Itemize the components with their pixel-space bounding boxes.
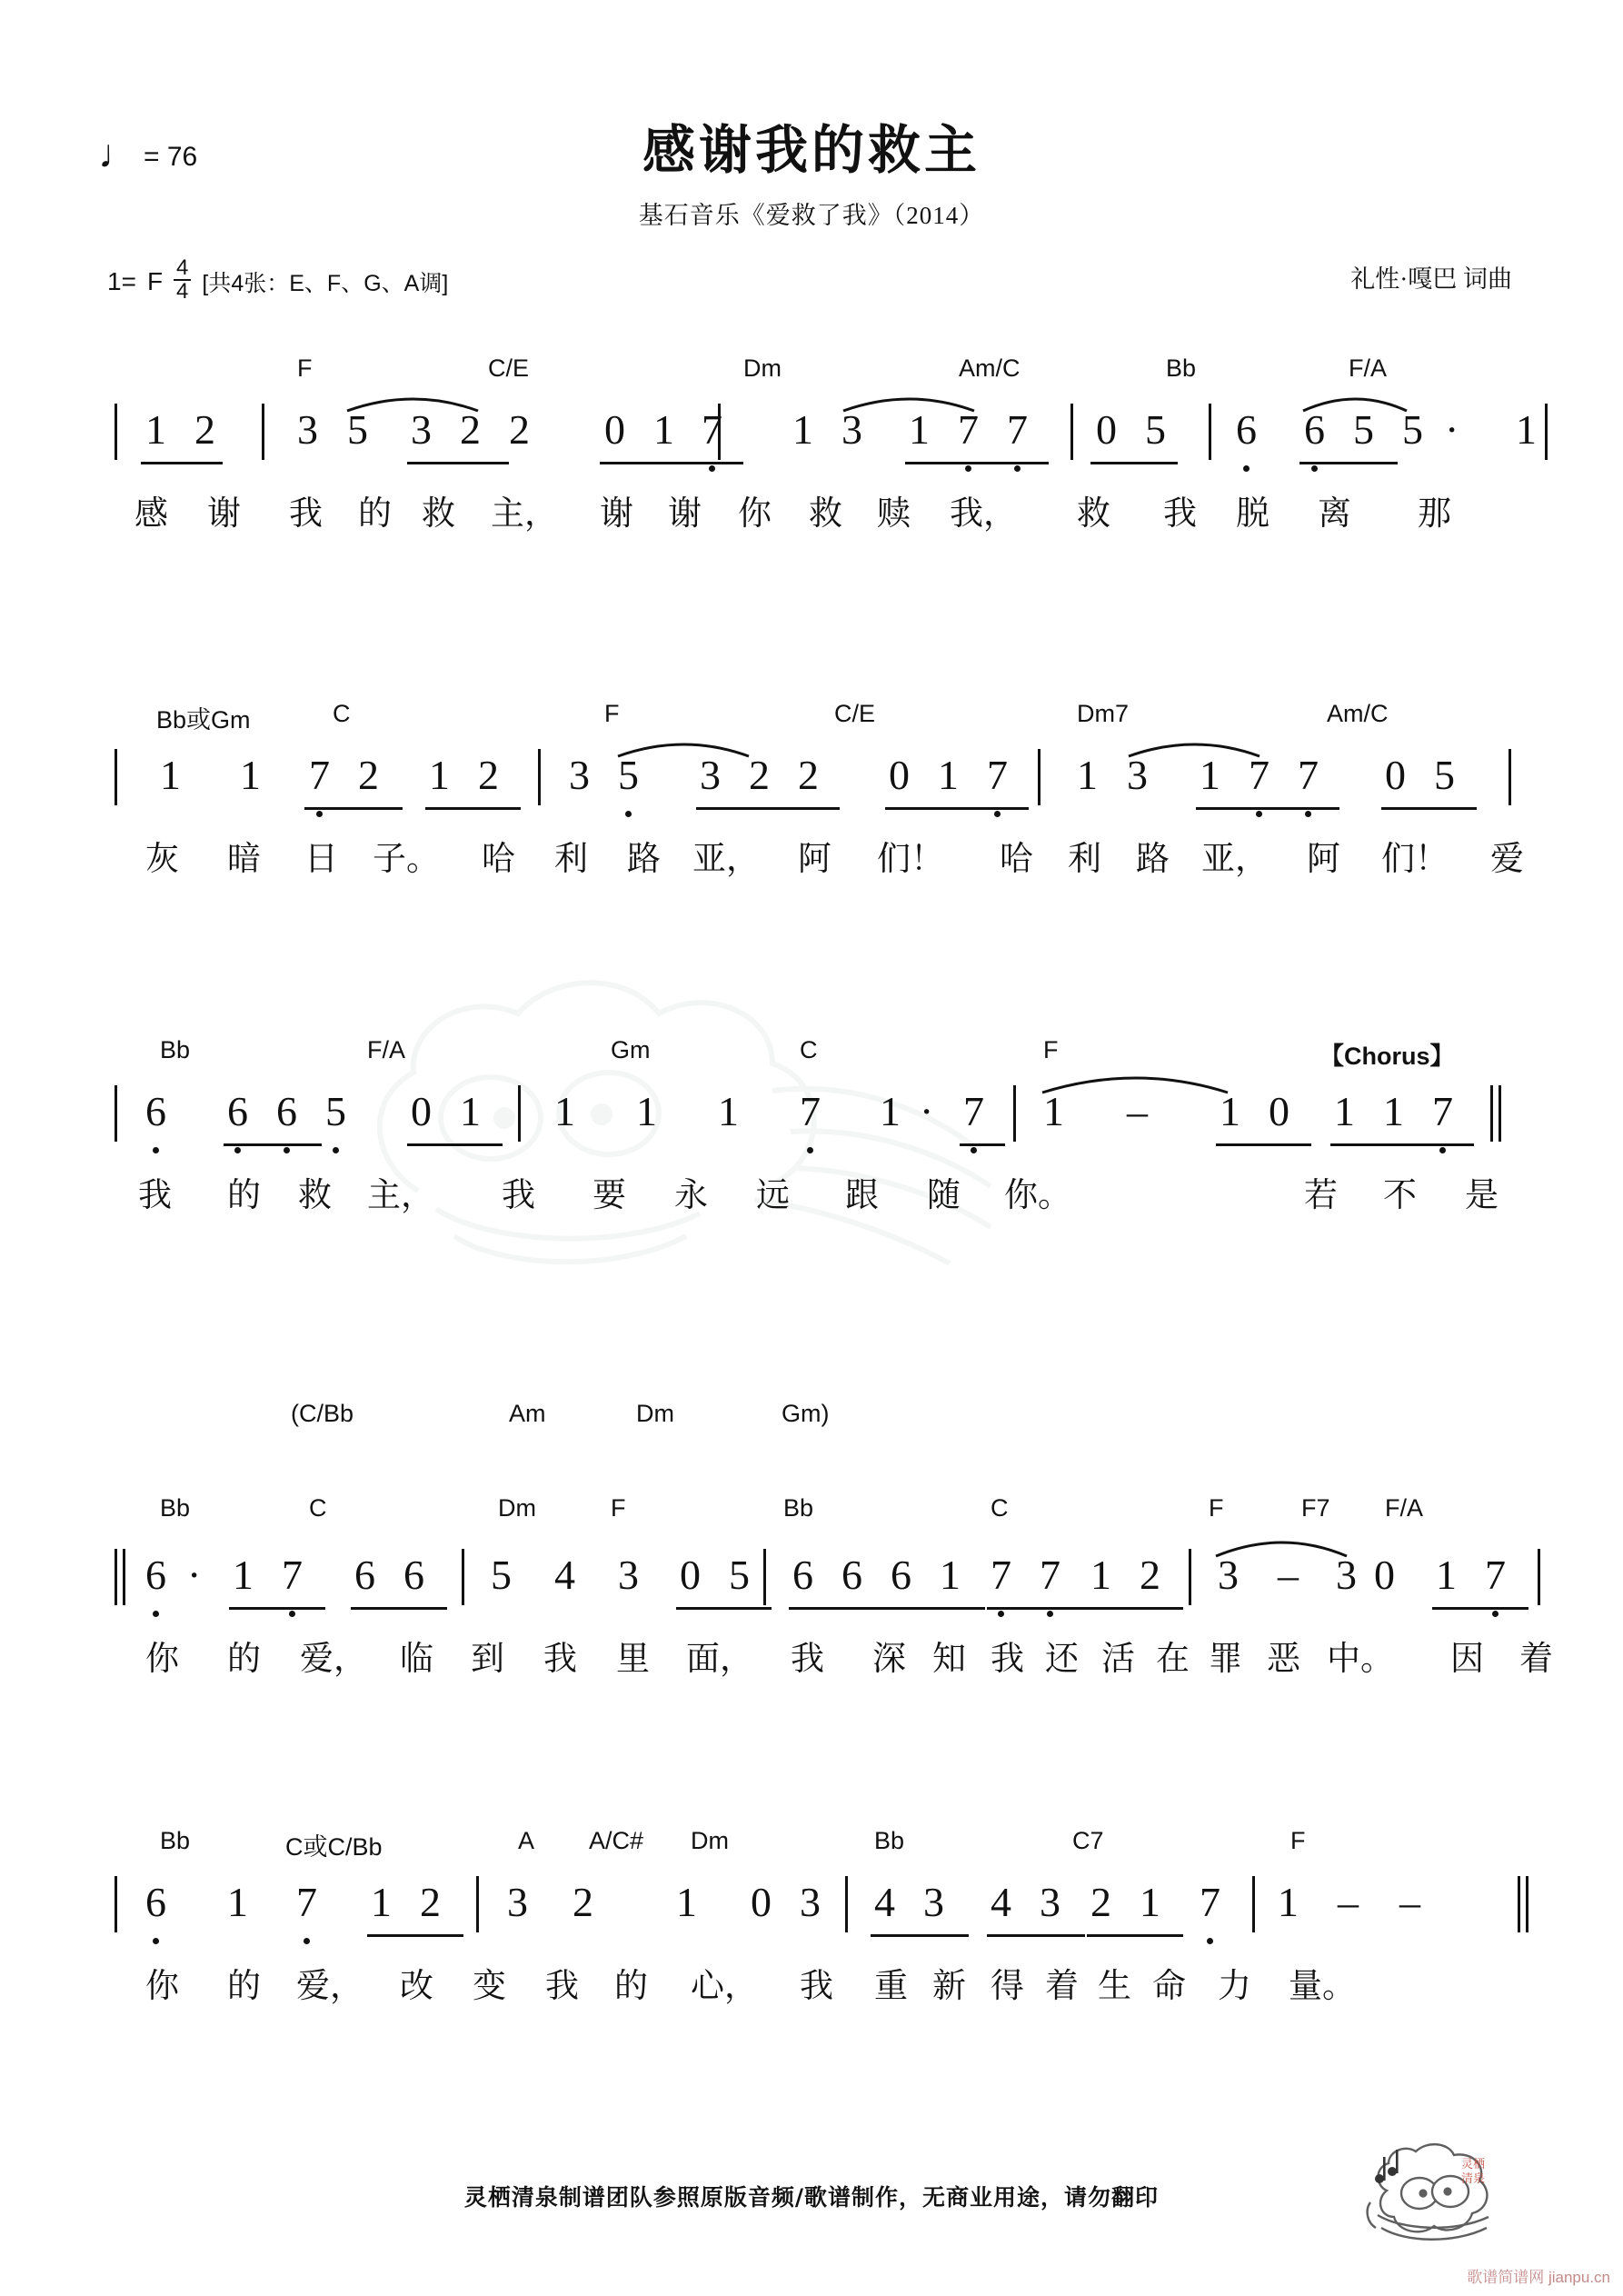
note: 1	[1516, 406, 1537, 453]
alt-chord-symbol: (C/Bb	[291, 1400, 354, 1427]
chord-symbol: C	[333, 700, 351, 727]
lyric: 谢	[600, 494, 633, 533]
lyric-row-3	[0, 1167, 1623, 1223]
note: 0	[411, 1088, 432, 1134]
lyric: 的	[227, 1966, 261, 2005]
note: 1	[1383, 1088, 1404, 1134]
lyric: 谢	[668, 494, 702, 533]
lyric: 我	[543, 1639, 577, 1678]
slur	[1301, 391, 1410, 414]
note: 1	[160, 752, 181, 798]
chord-symbol: F/A	[1349, 354, 1388, 382]
lyric: 你	[145, 1966, 179, 2005]
chord-symbol: Am/C	[1327, 700, 1389, 727]
note: 5	[347, 406, 368, 453]
note: 7	[963, 1088, 984, 1134]
lyric: 救	[422, 494, 455, 533]
sheep-logo-icon	[1359, 2141, 1514, 2250]
lyric: 子。	[373, 839, 440, 878]
chord-row-2	[0, 700, 1623, 736]
lyric: 到	[471, 1639, 504, 1678]
lyric-row-4	[0, 1631, 1623, 1687]
lyric: 主，	[491, 494, 558, 533]
lyric: 罪	[1209, 1639, 1242, 1678]
lyric: 救	[298, 1175, 332, 1214]
lyric: 变	[473, 1966, 506, 2005]
lyric: 利	[1068, 839, 1101, 878]
note: 6	[276, 1088, 297, 1134]
lyric: 改	[400, 1966, 433, 2005]
chord-row-3	[0, 1036, 1623, 1073]
note: 4	[991, 1879, 1011, 1925]
chord-symbol: F	[1290, 1827, 1306, 1854]
lyric: 主，	[367, 1175, 434, 1214]
chord-symbol: F	[611, 1494, 626, 1522]
lyric: 里	[616, 1639, 650, 1678]
note: 0	[1385, 752, 1406, 798]
lyric: 爱，	[296, 1966, 363, 2005]
chord-symbol: Dm7	[1077, 700, 1130, 727]
note: 2	[358, 752, 379, 798]
note-row-1	[0, 391, 1623, 485]
lyric: 的	[614, 1966, 648, 2005]
note: 2	[460, 406, 481, 453]
lyric: 哈	[482, 839, 515, 878]
lyric: 暗	[227, 839, 261, 878]
note: 7	[296, 1879, 317, 1925]
chord-symbol: Bb	[1166, 354, 1197, 382]
time-signature-denominator: 4	[176, 279, 189, 304]
system-5	[0, 1827, 1623, 2014]
note: 1	[1090, 1552, 1111, 1598]
chord-symbol: Bb	[160, 1036, 191, 1063]
note: 1	[240, 752, 261, 798]
lyric: 日	[304, 839, 338, 878]
chord-symbol: C或C/Bb	[285, 1833, 383, 1861]
lyric: 我	[791, 1639, 824, 1678]
lyric: 着	[1045, 1966, 1079, 2005]
lyric: 路	[1136, 839, 1170, 878]
note: 7	[702, 406, 722, 453]
note: 7	[1040, 1552, 1060, 1598]
note: 5	[618, 752, 639, 798]
note: 6	[1304, 406, 1325, 453]
chord-row-4	[0, 1494, 1623, 1536]
lyric: 随	[927, 1175, 961, 1214]
lyric: 阿	[1307, 839, 1340, 878]
note: 6	[403, 1552, 424, 1598]
key-signature	[107, 255, 449, 304]
time-signature-numerator: 4	[174, 257, 191, 281]
lyric: 亚，	[692, 839, 760, 878]
lyric: 们！	[877, 839, 944, 878]
chord-symbol: Gm	[611, 1036, 651, 1063]
note: 0	[1374, 1552, 1395, 1598]
dotted-rhythm-dot: ·	[1445, 406, 1459, 453]
note: 3	[569, 752, 590, 798]
note: –	[1399, 1879, 1420, 1925]
note: 6	[891, 1552, 911, 1598]
note: 2	[749, 752, 770, 798]
lyric: 我，	[950, 494, 1017, 533]
lyric: 重	[874, 1966, 908, 2005]
note: 5	[325, 1088, 346, 1134]
note: 5	[1402, 406, 1423, 453]
note-row-2	[0, 736, 1623, 831]
note: 1	[718, 1088, 739, 1134]
note: 7	[1200, 1879, 1220, 1925]
site-credit: 歌谱简谱网 jianpu.cn	[1467, 2269, 1610, 2286]
system-3	[0, 1036, 1623, 1223]
chord-row-5	[0, 1827, 1623, 1863]
svg-text:灵栖: 灵栖	[1461, 2157, 1486, 2171]
note: 1	[940, 1552, 961, 1598]
lyric: 感	[134, 494, 168, 533]
note: 7	[1007, 406, 1028, 453]
note-row-4	[0, 1536, 1623, 1631]
lyric-row-5	[0, 1958, 1623, 2014]
note: 1	[1043, 1088, 1064, 1134]
page-title: 感谢我的救主	[642, 119, 981, 181]
lyric: 赎	[877, 494, 911, 533]
note: 3	[700, 752, 721, 798]
note: 1	[227, 1879, 248, 1925]
note: 1	[938, 752, 959, 798]
lyric: 谢	[207, 494, 241, 533]
chord-symbol: C/E	[834, 700, 876, 727]
lyric: 的	[358, 494, 392, 533]
chord-symbol: Bb或Gm	[156, 706, 251, 734]
lyric: 得	[991, 1966, 1024, 2005]
lyric: 心，	[691, 1966, 758, 2005]
lyric: 命	[1152, 1966, 1186, 2005]
chorus-marker: 【Chorus】	[1319, 1043, 1455, 1070]
lyric-row-2	[0, 831, 1623, 887]
note: 1	[1140, 1879, 1160, 1925]
note: 6	[145, 1088, 166, 1134]
note: 1	[371, 1879, 392, 1925]
note: 0	[889, 752, 910, 798]
note: 4	[554, 1552, 575, 1598]
system-1	[0, 354, 1623, 542]
lyric: 阿	[798, 839, 831, 878]
system-2	[0, 700, 1623, 887]
lyric: 远	[756, 1175, 790, 1214]
note: 1	[636, 1088, 657, 1134]
lyric: 活	[1101, 1639, 1135, 1678]
lyric: 们！	[1381, 839, 1449, 878]
note: 1	[145, 406, 166, 453]
lyric: 生	[1098, 1966, 1131, 2005]
note: 3	[1040, 1879, 1060, 1925]
chord-symbol: C	[800, 1036, 818, 1063]
note: 7	[800, 1088, 821, 1134]
note: 3	[923, 1879, 944, 1925]
note: 5	[1353, 406, 1374, 453]
note: 7	[987, 752, 1008, 798]
chord-symbol: Bb	[874, 1827, 905, 1854]
slur	[1214, 1532, 1350, 1560]
note: 3	[618, 1552, 639, 1598]
svg-text:清泉: 清泉	[1461, 2171, 1486, 2185]
note: 7	[309, 752, 330, 798]
chord-row-1	[0, 354, 1623, 391]
note: 3	[841, 406, 862, 453]
lyric: 知	[932, 1639, 966, 1678]
note: 1	[1278, 1879, 1299, 1925]
lyric: 着	[1519, 1639, 1553, 1678]
note: 1	[880, 1088, 901, 1134]
lyric: 我	[289, 494, 323, 533]
lyric: 脱	[1236, 494, 1270, 533]
slur	[616, 736, 752, 760]
lyric: 那	[1418, 494, 1451, 533]
lyric: 离	[1318, 494, 1351, 533]
chord-symbol: Dm	[691, 1827, 729, 1854]
lyric: 路	[627, 839, 661, 878]
note: 2	[420, 1879, 441, 1925]
chord-symbol: F	[1209, 1494, 1224, 1522]
note: 2	[798, 752, 819, 798]
note: 3	[411, 406, 432, 453]
note: 2	[478, 752, 499, 798]
alt-chord-symbol: Dm	[636, 1400, 674, 1427]
note: 1	[554, 1088, 575, 1134]
note: 1	[460, 1088, 481, 1134]
chord-symbol: F/A	[1385, 1494, 1424, 1522]
lyric: 你	[145, 1639, 179, 1678]
note: 6	[1236, 406, 1257, 453]
alt-chord-row-4	[0, 1400, 1623, 1447]
note: 6	[227, 1088, 248, 1134]
note: 3	[507, 1879, 528, 1925]
note: 3	[297, 406, 318, 453]
lyric: 永	[674, 1175, 708, 1214]
note: 7	[282, 1552, 303, 1598]
key-value: F	[146, 267, 164, 295]
note: 1	[429, 752, 450, 798]
chord-symbol: C7	[1072, 1827, 1104, 1854]
note: 7	[1485, 1552, 1506, 1598]
note: 7	[1432, 1088, 1453, 1134]
lyric: 是	[1465, 1175, 1499, 1214]
slur	[1127, 736, 1263, 760]
note: 6	[354, 1552, 375, 1598]
lyric: 在	[1156, 1639, 1190, 1678]
footer-credit: 灵栖清泉制谱团队参照原版音频/歌谱制作，无商业用途，请勿翻印	[463, 2184, 1160, 2211]
quarter-note-icon: ♩	[98, 132, 138, 176]
lyric: 还	[1045, 1639, 1079, 1678]
alt-chord-symbol: Gm)	[782, 1400, 830, 1427]
composer-credit: 礼性·嘎巴 词曲	[1350, 265, 1512, 293]
note: 3	[1218, 1552, 1239, 1598]
slur	[1041, 1069, 1231, 1096]
lyric: 我	[800, 1966, 833, 2005]
note-row-5	[0, 1863, 1623, 1958]
chord-symbol: F7	[1301, 1494, 1330, 1522]
note: 0	[751, 1879, 772, 1925]
slur	[841, 391, 978, 414]
note: 3	[1127, 752, 1148, 798]
note: 0	[604, 406, 625, 453]
chord-symbol: Am/C	[959, 354, 1021, 382]
lyric: 不	[1383, 1175, 1417, 1214]
chord-symbol: F	[297, 354, 313, 382]
note: 6	[145, 1879, 166, 1925]
lyric: 恶	[1267, 1639, 1300, 1678]
note: 6	[145, 1552, 166, 1598]
chord-symbol: F	[1043, 1036, 1059, 1063]
note: 1	[676, 1879, 697, 1925]
lyric: 深	[872, 1639, 906, 1678]
lyric: 面，	[686, 1639, 753, 1678]
note: 0	[1096, 406, 1117, 453]
lyric: 中。	[1327, 1639, 1394, 1678]
chord-symbol: Bb	[160, 1494, 191, 1522]
note: 2	[1090, 1879, 1111, 1925]
note: 3	[1336, 1552, 1357, 1598]
key-variants-note: [共4张：E、F、G、A调]	[202, 271, 449, 296]
lyric: 救	[809, 494, 842, 533]
note: 1	[1334, 1088, 1355, 1134]
note: 1	[653, 406, 674, 453]
lyric: 亚，	[1201, 839, 1269, 878]
note: 1	[1436, 1552, 1457, 1598]
lyric: 我	[545, 1966, 579, 2005]
lyric: 爱	[1490, 839, 1524, 878]
lyric: 我	[991, 1639, 1024, 1678]
lyric-row-1	[0, 485, 1623, 542]
note: –	[1338, 1879, 1359, 1925]
note: 0	[680, 1552, 701, 1598]
lyric: 我	[1163, 494, 1197, 533]
lyric: 你。	[1004, 1175, 1071, 1214]
note: 5	[1145, 406, 1166, 453]
lyric: 救	[1077, 494, 1110, 533]
note: 2	[1140, 1552, 1160, 1598]
note: 2	[194, 406, 215, 453]
lyric: 爱，	[300, 1639, 367, 1678]
chord-symbol: Bb	[783, 1494, 814, 1522]
note: 1	[1200, 752, 1220, 798]
note: 1	[909, 406, 930, 453]
lyric: 的	[227, 1639, 261, 1678]
dotted-rhythm-dot: ·	[920, 1088, 934, 1134]
note: 7	[1249, 752, 1270, 798]
note: 1	[1077, 752, 1098, 798]
key-prefix: 1=	[107, 267, 136, 295]
lyric: 量。	[1289, 1966, 1356, 2005]
chord-symbol: Bb	[160, 1827, 191, 1854]
lyric: 因	[1450, 1639, 1484, 1678]
note: 1	[1220, 1088, 1240, 1134]
chord-symbol: C/E	[488, 354, 530, 382]
note: 7	[958, 406, 979, 453]
note: 3	[800, 1879, 821, 1925]
lyric: 力	[1218, 1966, 1251, 2005]
note: 1	[233, 1552, 254, 1598]
dotted-rhythm-dot: ·	[187, 1552, 202, 1598]
lyric: 哈	[1000, 839, 1033, 878]
system-4	[0, 1400, 1623, 1687]
note: –	[1127, 1088, 1148, 1134]
note: 1	[792, 406, 813, 453]
lyric: 利	[554, 839, 588, 878]
chord-symbol: F/A	[367, 1036, 406, 1063]
note: 6	[841, 1552, 862, 1598]
tempo-value: = 76	[144, 141, 198, 172]
lyric: 你	[738, 494, 772, 533]
chord-symbol: A	[518, 1827, 535, 1854]
note: 7	[991, 1552, 1011, 1598]
chord-symbol: C	[991, 1494, 1009, 1522]
note: 6	[792, 1552, 813, 1598]
chord-symbol: F	[604, 700, 620, 727]
note: 0	[1269, 1088, 1289, 1134]
chord-symbol: Dm	[498, 1494, 536, 1522]
chord-symbol: A/C#	[589, 1827, 644, 1854]
note: 5	[1434, 752, 1455, 798]
note: –	[1278, 1552, 1299, 1598]
page-subtitle: 基石音乐《爱救了我》（2014）	[638, 202, 985, 229]
lyric: 若	[1304, 1175, 1338, 1214]
note: 4	[874, 1879, 895, 1925]
note: 2	[573, 1879, 593, 1925]
lyric: 临	[400, 1639, 433, 1678]
note: 7	[1298, 752, 1319, 798]
lyric: 灰	[145, 839, 179, 878]
alt-chord-symbol: Am	[509, 1400, 546, 1427]
lyric: 新	[932, 1966, 966, 2005]
note: 5	[491, 1552, 512, 1598]
chord-symbol: Dm	[743, 354, 782, 382]
note: 2	[509, 406, 530, 453]
note: 5	[729, 1552, 750, 1598]
lyric: 我	[138, 1175, 172, 1214]
lyric: 要	[592, 1175, 626, 1214]
chord-symbol: C	[309, 1494, 327, 1522]
slur	[345, 391, 482, 414]
note-row-3	[0, 1073, 1623, 1167]
lyric: 跟	[845, 1175, 879, 1214]
lyric: 我	[502, 1175, 535, 1214]
lyric: 的	[227, 1175, 261, 1214]
time-signature	[174, 257, 191, 303]
